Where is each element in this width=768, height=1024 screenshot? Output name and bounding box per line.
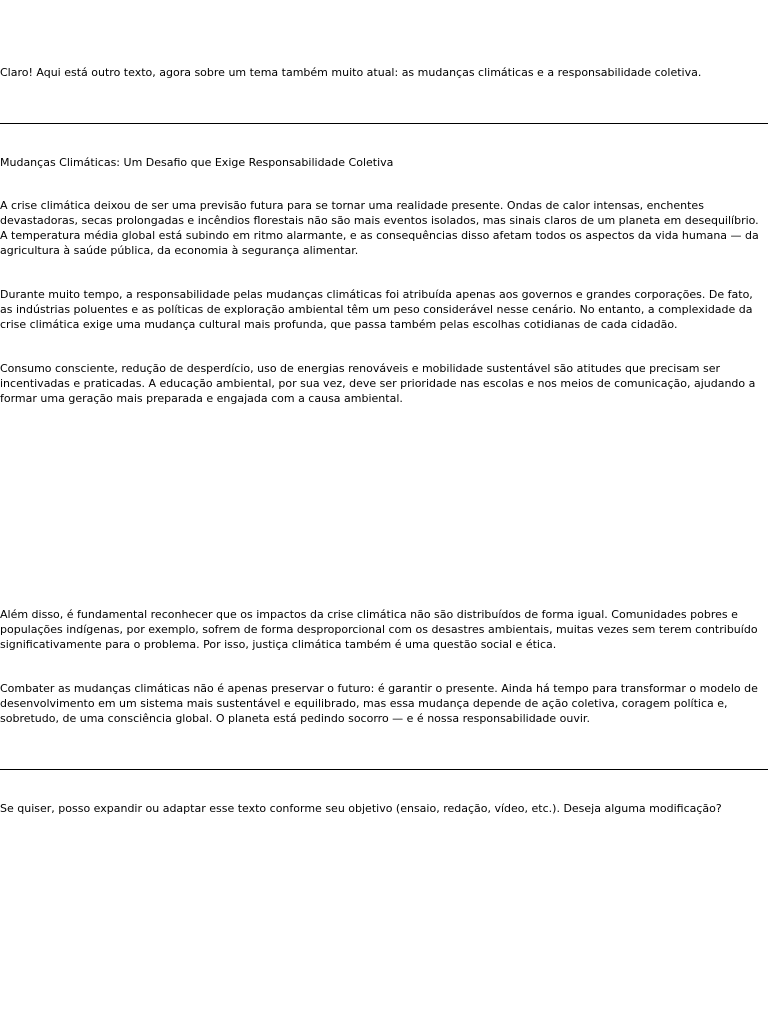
horizontal-divider <box>0 123 768 124</box>
article-title: Mudanças Climáticas: Um Desafio que Exige Responsabilidade Coletiva <box>0 156 394 169</box>
intro-text: Claro! Aqui está outro texto, agora sobre um tema também muito atual: as mudanças climáticas e a responsabilidade coletiva. <box>0 66 702 79</box>
outro-text: Se quiser, posso expandir ou adaptar esse texto conforme seu objetivo (ensaio, redação, vídeo, etc.). Deseja alguma modificação? <box>0 802 722 815</box>
horizontal-divider <box>0 769 768 770</box>
article-paragraph: Durante muito tempo, a responsabilidade pelas mudanças climáticas foi atribuída apenas aos governos e grandes corporações. De fato, as indústrias poluentes e as políticas de exploração ambiental têm um peso considerável nesse cenário. No entanto, a complexidade da crise climática exige uma mudança cultural mais profunda, que passa também pelas escolhas cotidianas de cada cidadão. <box>0 288 753 331</box>
article-paragraph: A crise climática deixou de ser uma previsão futura para se tornar uma realidade presente. Ondas de calor intensas, enchentes devastadoras, secas prolongadas e incêndios florestais não são mais eventos isolados, mas sinais claros de um planeta em desequilíbrio. A temperatura média global está subindo em ritmo alarmante, e as consequências disso afetam todos os aspectos da vida humana — da agricultura à saúde pública, da economia à segurança alimentar. <box>0 199 759 257</box>
article-paragraph: Além disso, é fundamental reconhecer que os impactos da crise climática não são distribuídos de forma igual. Comunidades pobres e populações indígenas, por exemplo, sofrem de forma desproporcional com os desastres ambientais, muitas vezes sem terem contribuído significativamente para o problema. Por isso, justiça climática também é uma questão social e ética. <box>0 608 758 651</box>
article-paragraph: Consumo consciente, redução de desperdício, uso de energias renováveis e mobilidade sustentável são atitudes que precisam ser incentivadas e praticadas. A educação ambiental, por sua vez, deve ser prioridade nas escolas e nos meios de comunicação, ajudando a formar uma geração mais preparada e engajada com a causa ambiental. <box>0 362 756 405</box>
article-paragraph: Combater as mudanças climáticas não é apenas preservar o futuro: é garantir o presente. Ainda há tempo para transformar o modelo de desenvolvimento em um sistema mais sustentável e equilibrado, mas essa mudança depende de ação coletiva, coragem política e, sobretudo, de uma consciência global. O planeta está pedindo socorro — e é nossa responsabilidade ouvir. <box>0 682 758 725</box>
